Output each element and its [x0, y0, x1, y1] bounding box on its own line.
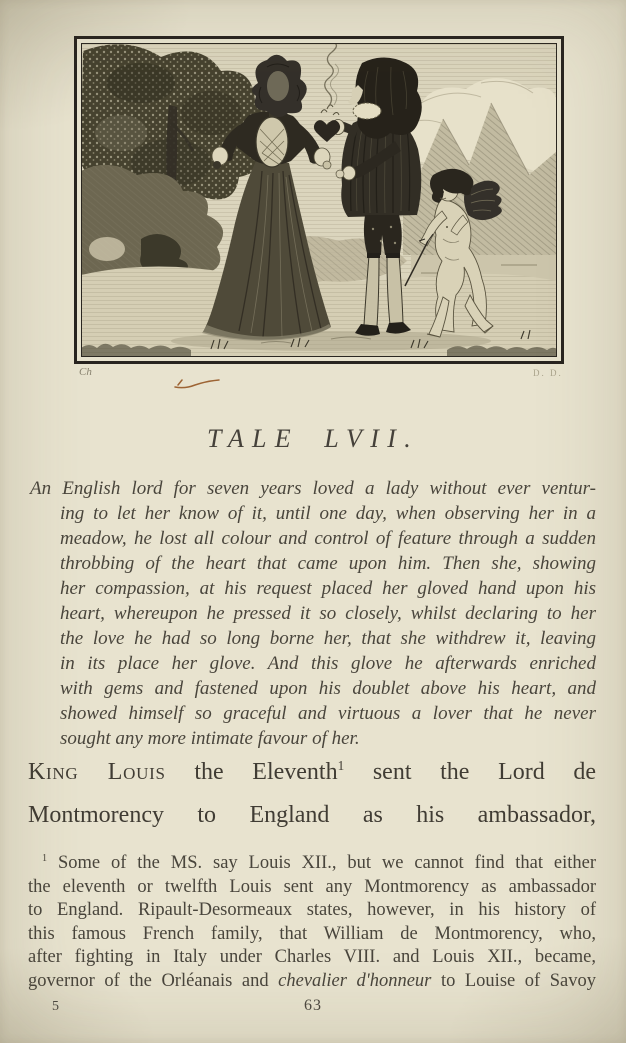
footnote-marker: 1	[42, 852, 48, 864]
summary-line: with gems and fastened upon his doublet above his heart, and	[60, 678, 596, 699]
engraver-signature-left: Ch	[79, 366, 92, 378]
lead-smallcaps: King Louis	[28, 759, 166, 785]
ink-mark	[170, 373, 222, 391]
page-number: 63	[304, 997, 322, 1014]
summary-line: An English lord for seven years loved a lady without ever ventur-	[30, 478, 596, 499]
footnote	[28, 852, 596, 994]
summary-line: ing to let her know of it, until one day, when observing her in a	[60, 503, 596, 524]
summary-line: sought any more intimate favour of her.	[60, 728, 360, 749]
summary-line: the love he had so long borne her, that she withdrew it, leaving	[60, 628, 596, 649]
body-text-segment: the Eleventh	[165, 759, 338, 785]
body-line	[28, 751, 596, 794]
footnote-line: this famous French family, that William de Montmorency, who,	[28, 923, 596, 944]
engraving-illustration	[81, 43, 557, 357]
signature-mark: 5	[52, 999, 59, 1014]
footnote-line: after fighting in Italy under Charles VIII. and Louis XII., became,	[28, 947, 596, 968]
footnote-line	[28, 970, 596, 994]
footnote-text-segment: Some of the MS. say Louis XII., but we cannot find that either	[47, 853, 596, 873]
engraver-signature-right: D. D.	[533, 368, 563, 378]
footnote-reference: 1	[337, 758, 345, 773]
footnote-text-segment: to Louise of Savoy	[431, 970, 596, 991]
body-line: Montmorency to England as his ambassador,	[28, 802, 596, 828]
footnote-line	[28, 852, 596, 876]
tale-title: TALE LVII.	[206, 424, 420, 453]
footnote-text-segment: governor of the Orléanais and	[28, 970, 279, 991]
summary-line: heart, whereupon he pressed it so closely, whilst declaring to her	[60, 603, 596, 624]
tale-summary	[30, 476, 596, 751]
footnote-line: to England. Ripault-Desormeaux states, however, in his history of	[28, 900, 596, 921]
tale-opening	[28, 751, 596, 837]
footnote-line: the eleventh or twelfth Louis sent any Montmorency as ambassador	[28, 876, 596, 897]
engraving-plate	[74, 36, 564, 364]
summary-line: in its place her glove. And this glove he afterwards enriched	[60, 653, 596, 674]
french-phrase: chevalier d'honneur	[278, 970, 432, 991]
summary-line: her compassion, at his request placed her gloved hand upon his	[60, 578, 596, 599]
body-text-segment: sent the Lord de	[344, 759, 597, 785]
summary-line: throbbing of the heart that came upon him. Then she, showing	[60, 553, 596, 574]
summary-line: showed himself so graceful and virtuous a lover that he never	[60, 703, 596, 724]
summary-line: meadow, he lost all colour and control of feature through a sudden	[60, 528, 596, 549]
